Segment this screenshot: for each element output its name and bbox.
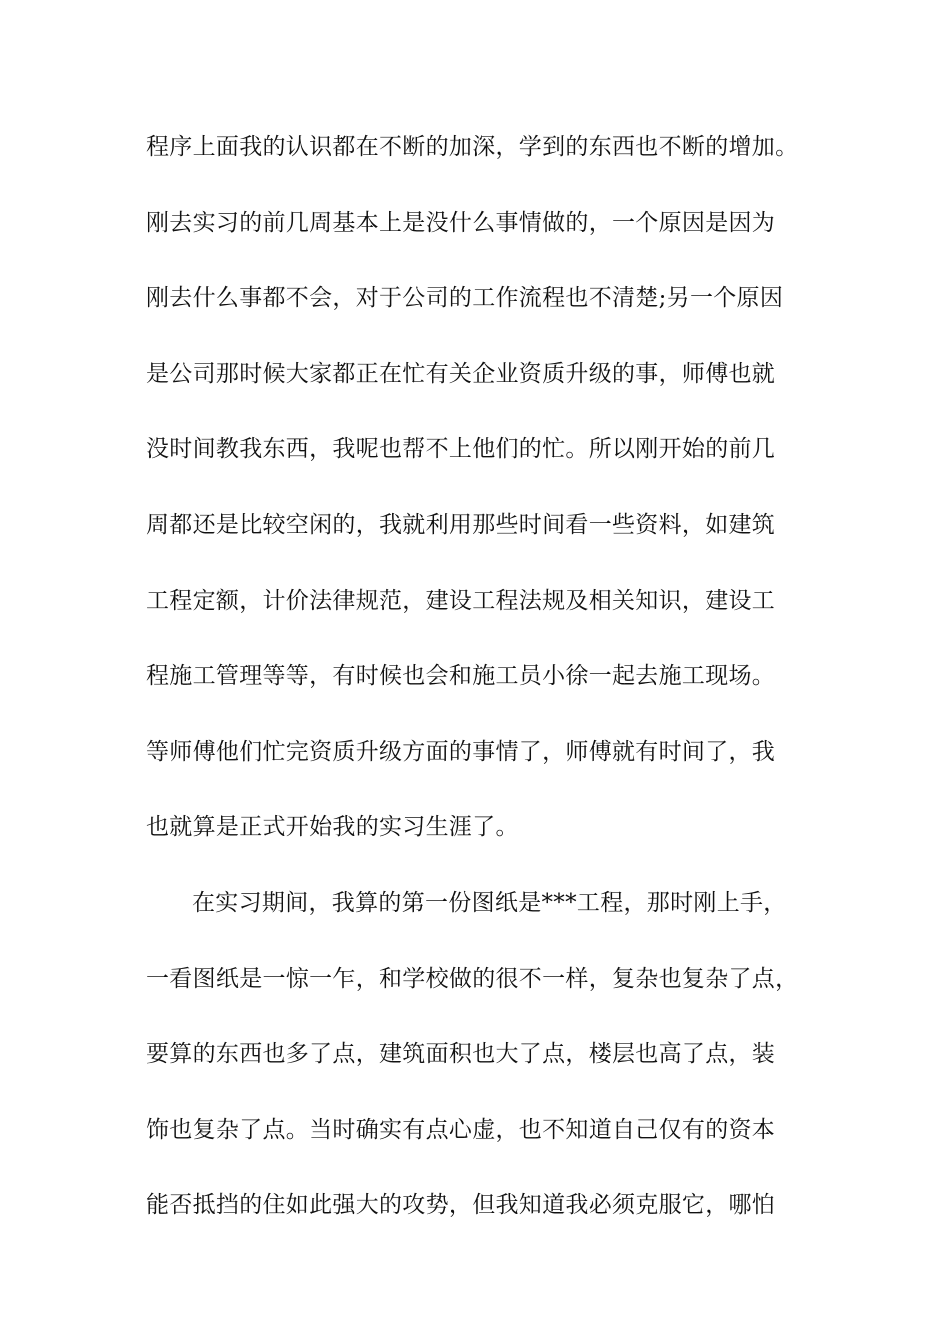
text-line-5: 没时间教我东西，我呢也帮不上他们的忙。所以刚开始的前几 bbox=[146, 436, 776, 463]
text-line-8: 程施工管理等等，有时候也会和施工员小徐一起去施工现场。 bbox=[146, 663, 776, 690]
text-line-14: 饰也复杂了点。当时确实有点心虚，也不知道自己仅有的资本 bbox=[146, 1116, 776, 1143]
text-line-6: 周都还是比较空闲的，我就利用那些时间看一些资料，如建筑 bbox=[146, 511, 776, 538]
text-line-13: 要算的东西也多了点，建筑面积也大了点，楼层也高了点，装 bbox=[146, 1041, 776, 1068]
text-line-15: 能否抵挡的住如此强大的攻势，但我知道我必须克服它，哪怕 bbox=[146, 1192, 776, 1219]
text-line-3: 刚去什么事都不会，对于公司的工作流程也不清楚;另一个原因 bbox=[146, 285, 784, 312]
text-line-12: 一看图纸是一惊一乍，和学校做的很不一样，复杂也复杂了点， bbox=[146, 965, 799, 992]
text-line-1: 程序上面我的认识都在不断的加深，学到的东西也不断的增加。 bbox=[146, 134, 799, 160]
text-line-11: 在实习期间，我算的第一份图纸是***工程，那时刚上手， bbox=[192, 889, 787, 916]
text-line-4: 是公司那时候大家都正在忙有关企业资质升级的事，师傅也就 bbox=[146, 360, 776, 387]
text-line-10: 也就算是正式开始我的实习生涯了。 bbox=[146, 814, 519, 841]
text-line-2: 刚去实习的前几周基本上是没什么事情做的，一个原因是因为 bbox=[146, 209, 776, 236]
text-line-7: 工程定额，计价法律规范，建设工程法规及相关知识，建设工 bbox=[146, 587, 776, 614]
body-text bbox=[146, 127, 846, 1261]
text-line-9: 等师傅他们忙完资质升级方面的事情了，师傅就有时间了，我 bbox=[146, 738, 776, 765]
